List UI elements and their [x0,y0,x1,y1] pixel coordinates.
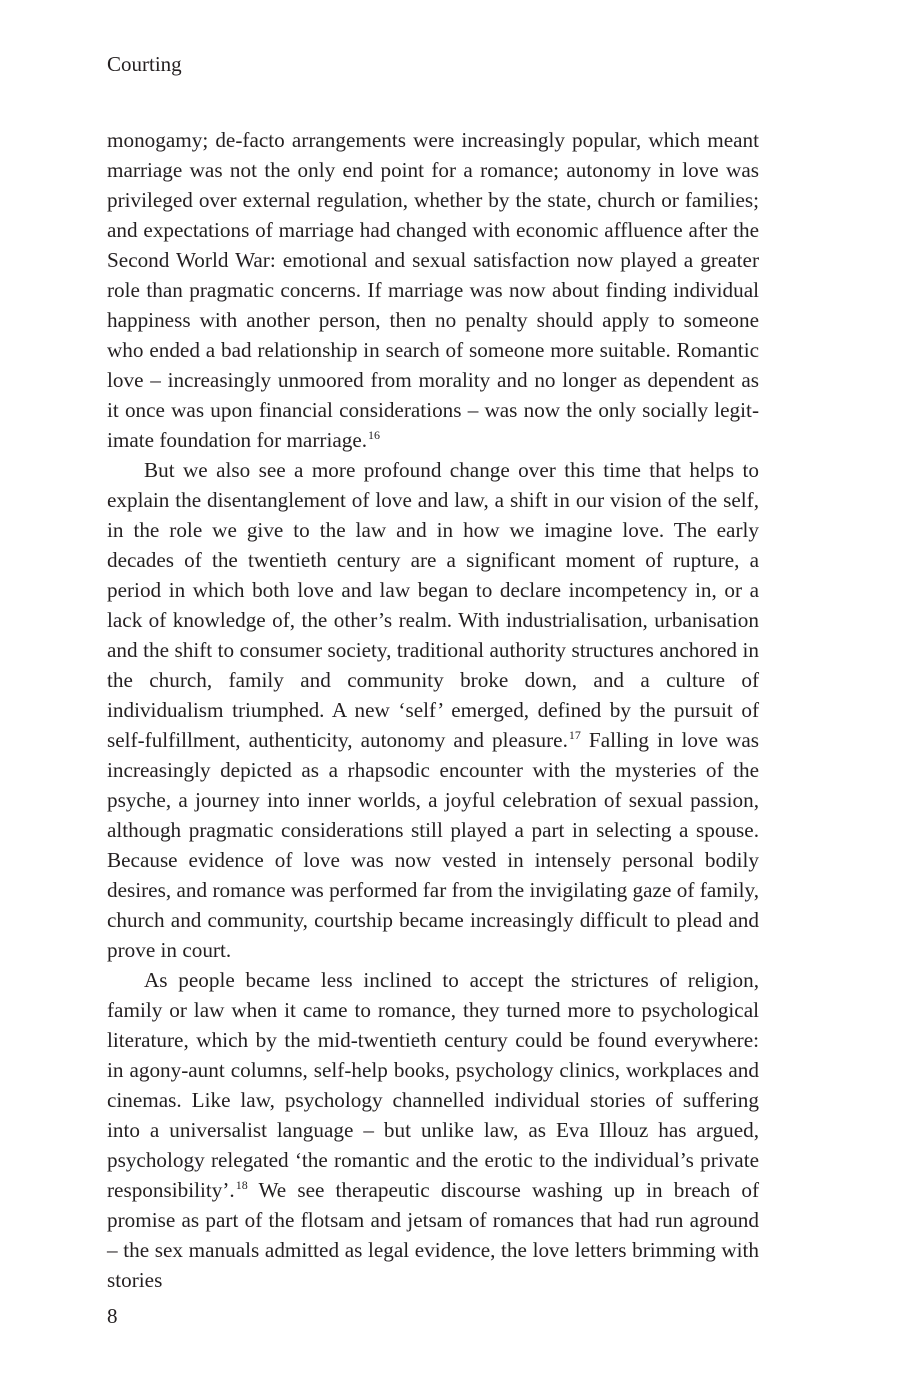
paragraph-1 [107,125,759,455]
paragraph-text-continued: We see therapeutic discourse washing up in breach of promise as part of the flotsam and jetsam of romances that had run aground – the sex manuals admitted as legal evidence, the love letters brimming with stories [107,1178,759,1292]
running-head: Courting [107,52,182,76]
paragraph-text: As people became less inclined to accept the strictures of religion, family or law when it came to romance, they turned more to psychological literature, which by the mid-twentieth century could be found everywhere: in agony-aunt columns, self-help books, psychology clinics, workplaces and cinemas. Like law, psychology channelled individual stories of suffering into a universalist language – but unlike law, as Eva Illouz has argued, psychology relegated ‘the romantic and the erotic to the individual’s private responsibility’. [107,968,759,1202]
body-text [107,125,759,1295]
footnote-ref-17[interactable]: 17 [568,728,581,742]
paragraph-text: But we also see a more profound change over this time that helps to explain the disentanglement of love and law, a shift in our vision of the self, in the role we give to the law and in how we imagine love. The early decades of the twentieth century are a significant moment of rupture, a period in which both love and law began to declare incompetency in, or a lack of knowledge of, the other’s realm. With industrialisation, urbanisation and the shift to consumer society, traditional authority structures anchored in the church, family and community broke down, and a culture of individualism triumphed. A new ‘self’ emerged, defined by the pursuit of self-fulfillment, authenticity, autonomy and pleasure. [107,458,759,752]
footnote-ref-16[interactable]: 16 [368,428,381,442]
paragraph-2 [107,455,759,965]
paragraph-text-continued: Falling in love was increasingly depicted as a rhapsodic encounter with the mysteries of the psyche, a journey into inner worlds, a joyful celebration of sexual passion, although pragmatic considerations still played a part in selecting a spouse. Because evidence of love was now vested in intensely personal bodily desires, and romance was performed far from the invigilating gaze of family, church and community, courtship became increasingly difficult to plead and prove in court. [107,728,759,962]
paragraph-3 [107,965,759,1295]
paragraph-text: monogamy; de-facto arrangements were increasingly popular, which meant marriage was not the only end point for a romance; autonomy in love was privileged over external regulation, whether by the state, church or families; and expectations of marriage had changed with economic affluence after the Second World War: emotional and sexual satisfaction now played a greater role than pragmatic concerns. If marriage was now about finding individual happiness with another person, then no penalty should apply to someone who ended a bad relationship in search of someone more suitable. Romantic love – increasingly unmoored from morality and no longer as dependent as it once was upon financial considerations – was now the only socially legitimate foundation for marriage. [107,128,759,452]
page-number: 8 [107,1304,118,1328]
footnote-ref-18[interactable]: 18 [235,1178,248,1192]
